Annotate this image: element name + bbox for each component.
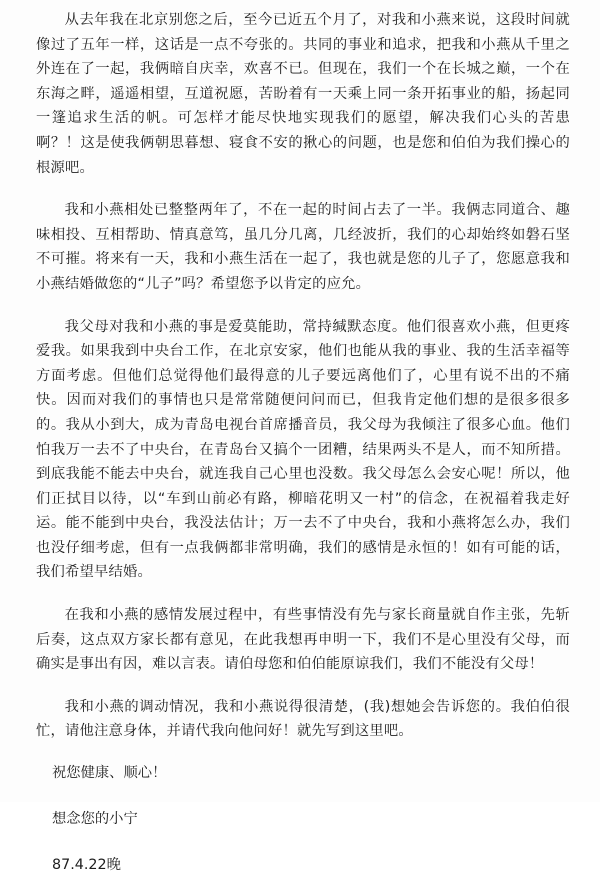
- letter-paragraph-4: 在我和小燕的感情发展过程中，有些事情没有先与家长商量就自作主张，先斩后奏，这点双方家长都有意见，在此我想再申明一下，我们不是心里没有父母，而确实是事出有因，难以言表。请伯母您和伯伯能原谅我们，我们不能没有父母！: [36, 607, 570, 673]
- letter-paragraph-5: 我和小燕的调动情况，我和小燕说得很清楚，(我)想她会告诉您的。我伯伯很忙，请他注意身体，并请代我向他问好！就先写到这里吧。: [36, 698, 570, 740]
- closing-wish: 祝您健康、顺心！: [52, 765, 167, 782]
- letter-paragraph-2: 我和小燕相处已整整两年了，不在一起的时间占去了一半。我俩志同道合、趣味相投、互相帮助、情真意笃，虽几分几离，几经波折，我们的心却始终如磐石坚不可摧。将来有一天，我和小燕生活在一起了，我也就是您的儿子了，您愿意我和小燕结婚做您的“儿子”吗？希望您予以肯定的应允。: [36, 202, 570, 292]
- letter-paragraph-3: 我父母对我和小燕的事是爱莫能助，常持缄默态度。他们很喜欢小燕，但更疼爱我。如果我到中央台工作，在北京安家，他们也能从我的事业、我的生活幸福等方面考虑。但他们总觉得他们最得意的儿子要远离他们了，心里有说不出的不痛快。因而对我们的事情也只是常常随便问问而已，但我肯定他们想的是很多很多的。我从小到大，成为青岛电视台首席播音员，我父母为我倾注了很多心血。他们怕我万一去不了中央台，在青岛台又搞个一团糟，结果两头不是人，而不知所措。到底我能不能去中央台，就连我自己心里也没数。我父母怎么会安心呢！所以，他们正拭目以待，以“车到山前必有路，柳暗花明又一村”的信念，在祝福着我走好运。能不能到中央台，我没法估计；万一去不了中央台，我和小燕将怎么办，我们也没仔细考虑，但有一点我俩都非常明确，我们的感情是永恒的！如有可能的话，我们希望早结婚。: [36, 318, 570, 581]
- letter-date: 87.4.22晚: [52, 857, 121, 874]
- letter-paragraph-1: 从去年我在北京别您之后，至今已近五个月了，对我和小燕来说，这段时间就像过了五年一样，这话是一点不夸张的。共同的事业和追求，把我和小燕从千里之外连在了一起，我俩暗自庆幸，欢喜不已。但现在，我们一个在长城之巅，一个在东海之畔，遥遥相望，互道祝愿，苦盼着有一天乘上同一条开拓事业的船，扬起同一篷追求生活的帆。可怎样才能尽快地实现我们的愿望，解决我们心头的苦患啊？！这是使我俩朝思暮想、寝食不安的揪心的问题，也是您和伯伯为我们操心的根源吧。: [36, 12, 570, 176]
- signature: 想念您的小宁: [52, 811, 138, 828]
